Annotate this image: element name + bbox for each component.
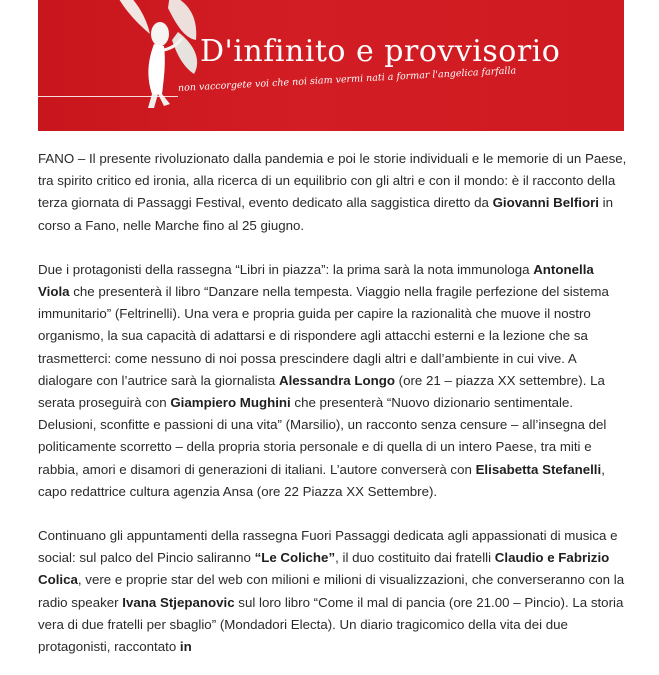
person-name: Ivana Stjepanovic: [122, 594, 235, 610]
text-run: (ore 21 – piazza XX settembre). La serata proseguirà con: [38, 372, 605, 411]
text-run: che presenterà il libro “Danzare nella tempesta. Viaggio nella fragile perfezione del sistema immunitario” (Feltrinelli). Una vera e propria guida per capire la razionalità che muove il nostro organismo, la sua capacità di adattarsi e di rispondere agli attacchi esterni e la lezione che sa trasmetterci: come nessuno di noi possa prescindere dagli altri e dall’ambiente in cui vive. A dialogare con l’autrice sarà la giornalista: [38, 284, 609, 388]
person-name: Alessandra Longo: [278, 372, 395, 388]
emphasis-word: in: [179, 639, 192, 655]
person-name: Elisabetta Stefanelli: [475, 461, 602, 477]
text-run: che presenterà “Nuovo dizionario sentimentale. Delusioni, sconfitte e passioni di una vita” (Marsilio), un racconto senza censure – all’insegna del politicamente scorretto – della propria storia personale e di quella di un intero Paese, tra miti e rabbia, amori e disamori di generazioni di italiani. L’autore converserà con: [38, 395, 607, 477]
banner-subtitle: non vaccorgete voi che noi siam vermi nati a formar l'angelica farfalla: [177, 65, 517, 94]
person-name: Giampiero Mughini: [170, 395, 291, 411]
banner-title: D'infinito e provvisorio: [200, 34, 561, 69]
text-run: FANO – Il presente rivoluzionato dalla pandemia e poi le storie individuali e le memorie di un Paese, tra spirito critico ed ironia, alla ricerca di un equilibrio con gli altri e con il mondo: è il racconto della terza giornata di Passaggi Festival, evento dedicato alla saggistica diretto da: [38, 151, 627, 211]
text-run: , il duo costituito dai fratelli: [335, 550, 495, 566]
header-banner: [38, 0, 624, 131]
text-run: , vere e proprie star del web con milioni e milioni di visualizzazioni, che converseranno con la radio speaker: [38, 572, 625, 610]
paragraph-2: [38, 259, 628, 503]
text-run: sul loro libro “Come il mal di pancia (ore 21.00 – Pincio). La storia vera di due fratelli per sbaglio” (Mondadori Electa). Un diario tragicomico della vita dei due protagonisti, raccontato: [38, 594, 624, 655]
paragraph-1: [38, 148, 628, 237]
article-body: [38, 148, 628, 675]
text-run: Continuano gli appuntamenti della rassegna Fuori Passaggi dedicata agli appassionati di musica e social: sul palco del Pincio saliranno: [38, 528, 618, 566]
banner-tightrope-line: [38, 96, 178, 97]
text-run: , capo redattrice cultura agenzia Ansa (ore 22 Piazza XX Settembre).: [38, 461, 605, 499]
person-name: Antonella Viola: [38, 261, 594, 300]
text-run: Due i protagonisti della rassegna “Libri in piazza”: la prima sarà la nota immunologa: [38, 261, 534, 277]
person-name: Giovanni Belfiori: [492, 195, 599, 211]
band-name: “Le Coliche”: [254, 550, 336, 566]
paragraph-3: [38, 525, 628, 658]
text-run: in corso a Fano, nelle Marche fino al 25 giugno.: [38, 195, 614, 233]
person-name: Claudio e Fabrizio Colica: [38, 550, 610, 588]
